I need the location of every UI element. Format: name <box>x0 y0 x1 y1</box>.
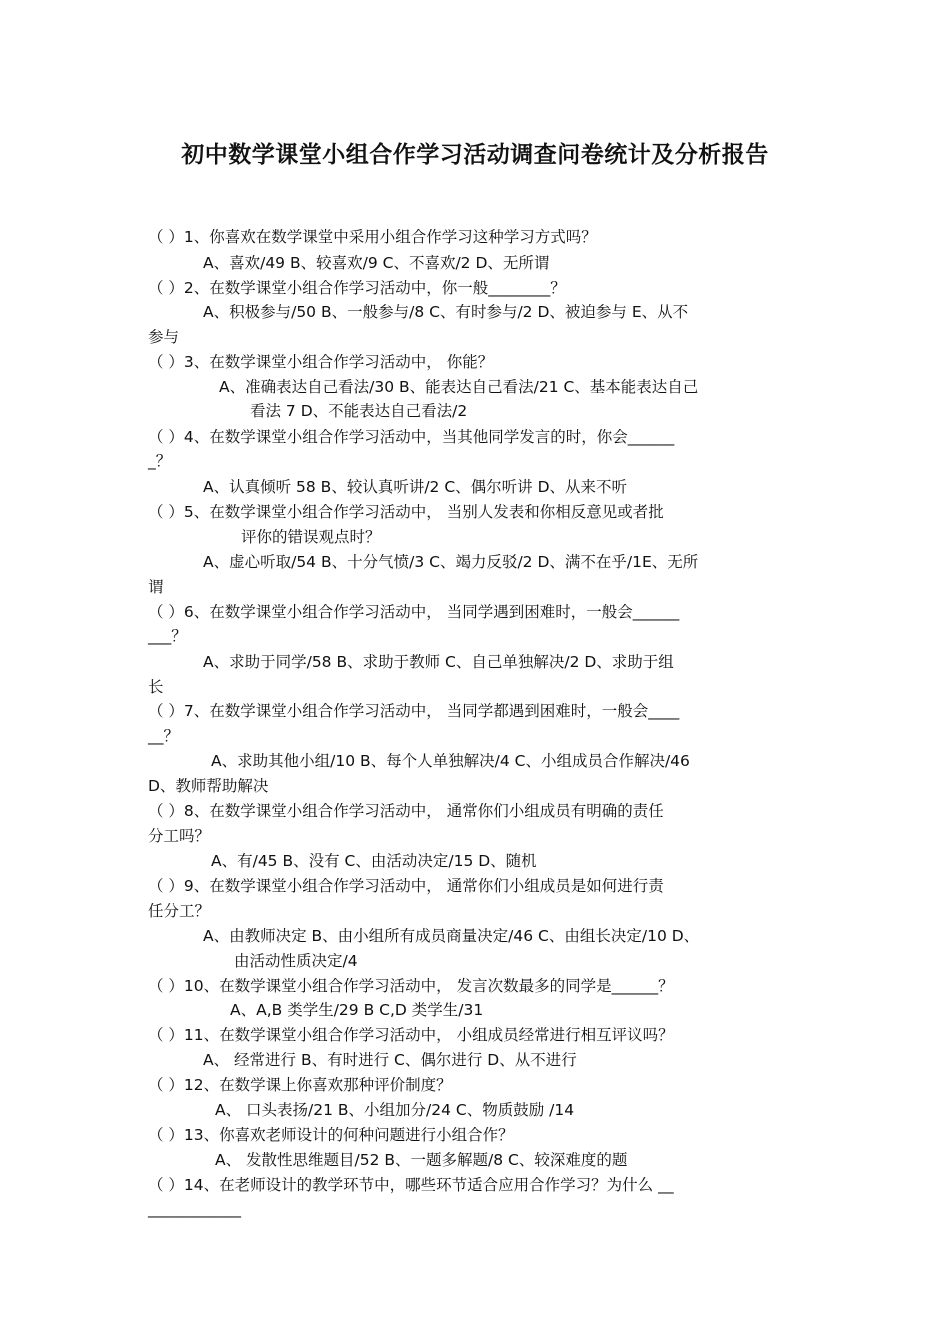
q6-options: A、求助于同学/58 B、求助于教师 C、自己单独解决/2 D、求助于组 <box>203 653 674 671</box>
q2-options-cont: 参与 <box>148 328 180 346</box>
q14-question: （ ）14、在老师设计的教学环节中，哪些环节适合应用合作学习？为什么 __ <box>148 1176 674 1194</box>
q13-options: A、 发散性思维题目/52 B、一题多解题/8 C、较深难度的题 <box>215 1151 628 1169</box>
q7-question-cont: __？ <box>148 727 180 745</box>
q6-question-cont: ___？ <box>148 627 187 645</box>
q2-question: （ ）2、在数学课堂小组合作学习活动中，你一般________？ <box>148 279 566 297</box>
q4-question: （ ）4、在数学课堂小组合作学习活动中，当其他同学发言的时，你会______ <box>148 428 675 446</box>
q5-options-cont: 谓 <box>148 578 164 596</box>
q12-question: （ ）12、在数学课上你喜欢那种评价制度？ <box>148 1076 452 1094</box>
q4-options: A、认真倾听 58 B、较认真听讲/2 C、偶尔听讲 D、从来不听 <box>203 478 628 496</box>
q4-question-cont: _？ <box>148 452 172 470</box>
q11-options: A、 经常进行 B、有时进行 C、偶尔进行 D、从不进行 <box>203 1051 577 1069</box>
q3-options-cont: 看法 7 D、不能表达自己看法/2 <box>250 402 468 420</box>
q7-options-cont: D、教师帮助解决 <box>148 777 269 795</box>
q7-question: （ ）7、在数学课堂小组合作学习活动中， 当同学都遇到困难时，一般会____ <box>148 702 680 720</box>
q3-options: A、准确表达自己看法/30 B、能表达自己看法/21 C、基本能表达自己 <box>219 378 699 396</box>
document-title: 初中数学课堂小组合作学习活动调查问卷统计及分析报告 <box>181 142 769 168</box>
q9-options-cont: 由活动性质决定/4 <box>234 952 358 970</box>
q14-answer-blank: ____________ <box>148 1200 241 1218</box>
q12-options: A、 口头表扬/21 B、小组加分/24 C、物质鼓励 /14 <box>215 1101 575 1119</box>
q9-question-cont: 任分工？ <box>148 902 211 920</box>
q6-options-cont: 长 <box>148 678 164 696</box>
q3-question: （ ）3、在数学课堂小组合作学习活动中， 你能？ <box>148 353 494 371</box>
q2-options: A、积极参与/50 B、一般参与/8 C、有时参与/2 D、被迫参与 E、从不 <box>203 303 689 321</box>
q9-question: （ ）9、在数学课堂小组合作学习活动中， 通常你们小组成员是如何进行责 <box>148 877 664 895</box>
q10-question: （ ）10、在数学课堂小组合作学习活动中， 发言次数最多的同学是______？ <box>148 977 674 995</box>
q9-options: A、由教师决定 B、由小组所有成员商量决定/46 C、由组长决定/10 D、 <box>203 927 700 945</box>
q8-options: A、有/45 B、没有 C、由活动决定/15 D、随机 <box>211 852 537 870</box>
q5-options: A、虚心听取/54 B、十分气愤/3 C、竭力反驳/2 D、满不在乎/1E、无所 <box>203 553 699 571</box>
q5-question: （ ）5、在数学课堂小组合作学习活动中， 当别人发表和你相反意见或者批 <box>148 503 664 521</box>
q10-options: A、A,B 类学生/29 B C,D 类学生/31 <box>230 1001 484 1019</box>
q8-question-cont: 分工吗？ <box>148 827 211 845</box>
q1-options: A、喜欢/49 B、较喜欢/9 C、不喜欢/2 D、无所谓 <box>203 254 550 272</box>
q8-question: （ ）8、在数学课堂小组合作学习活动中， 通常你们小组成员有明确的责任 <box>148 802 664 820</box>
q7-options: A、求助其他小组/10 B、每个人单独解决/4 C、小组成员合作解决/46 <box>211 752 690 770</box>
q5-question-cont: 评你的错误观点时？ <box>241 528 381 546</box>
q11-question: （ ）11、在数学课堂小组合作学习活动中， 小组成员经常进行相互评议吗？ <box>148 1026 674 1044</box>
q13-question: （ ）13、你喜欢老师设计的何种问题进行小组合作？ <box>148 1126 514 1144</box>
q6-question: （ ）6、在数学课堂小组合作学习活动中， 当同学遇到困难时，一般会______ <box>148 603 680 621</box>
q1-question: （ ）1、你喜欢在数学课堂中采用小组合作学习这种学习方式吗？ <box>148 228 597 246</box>
